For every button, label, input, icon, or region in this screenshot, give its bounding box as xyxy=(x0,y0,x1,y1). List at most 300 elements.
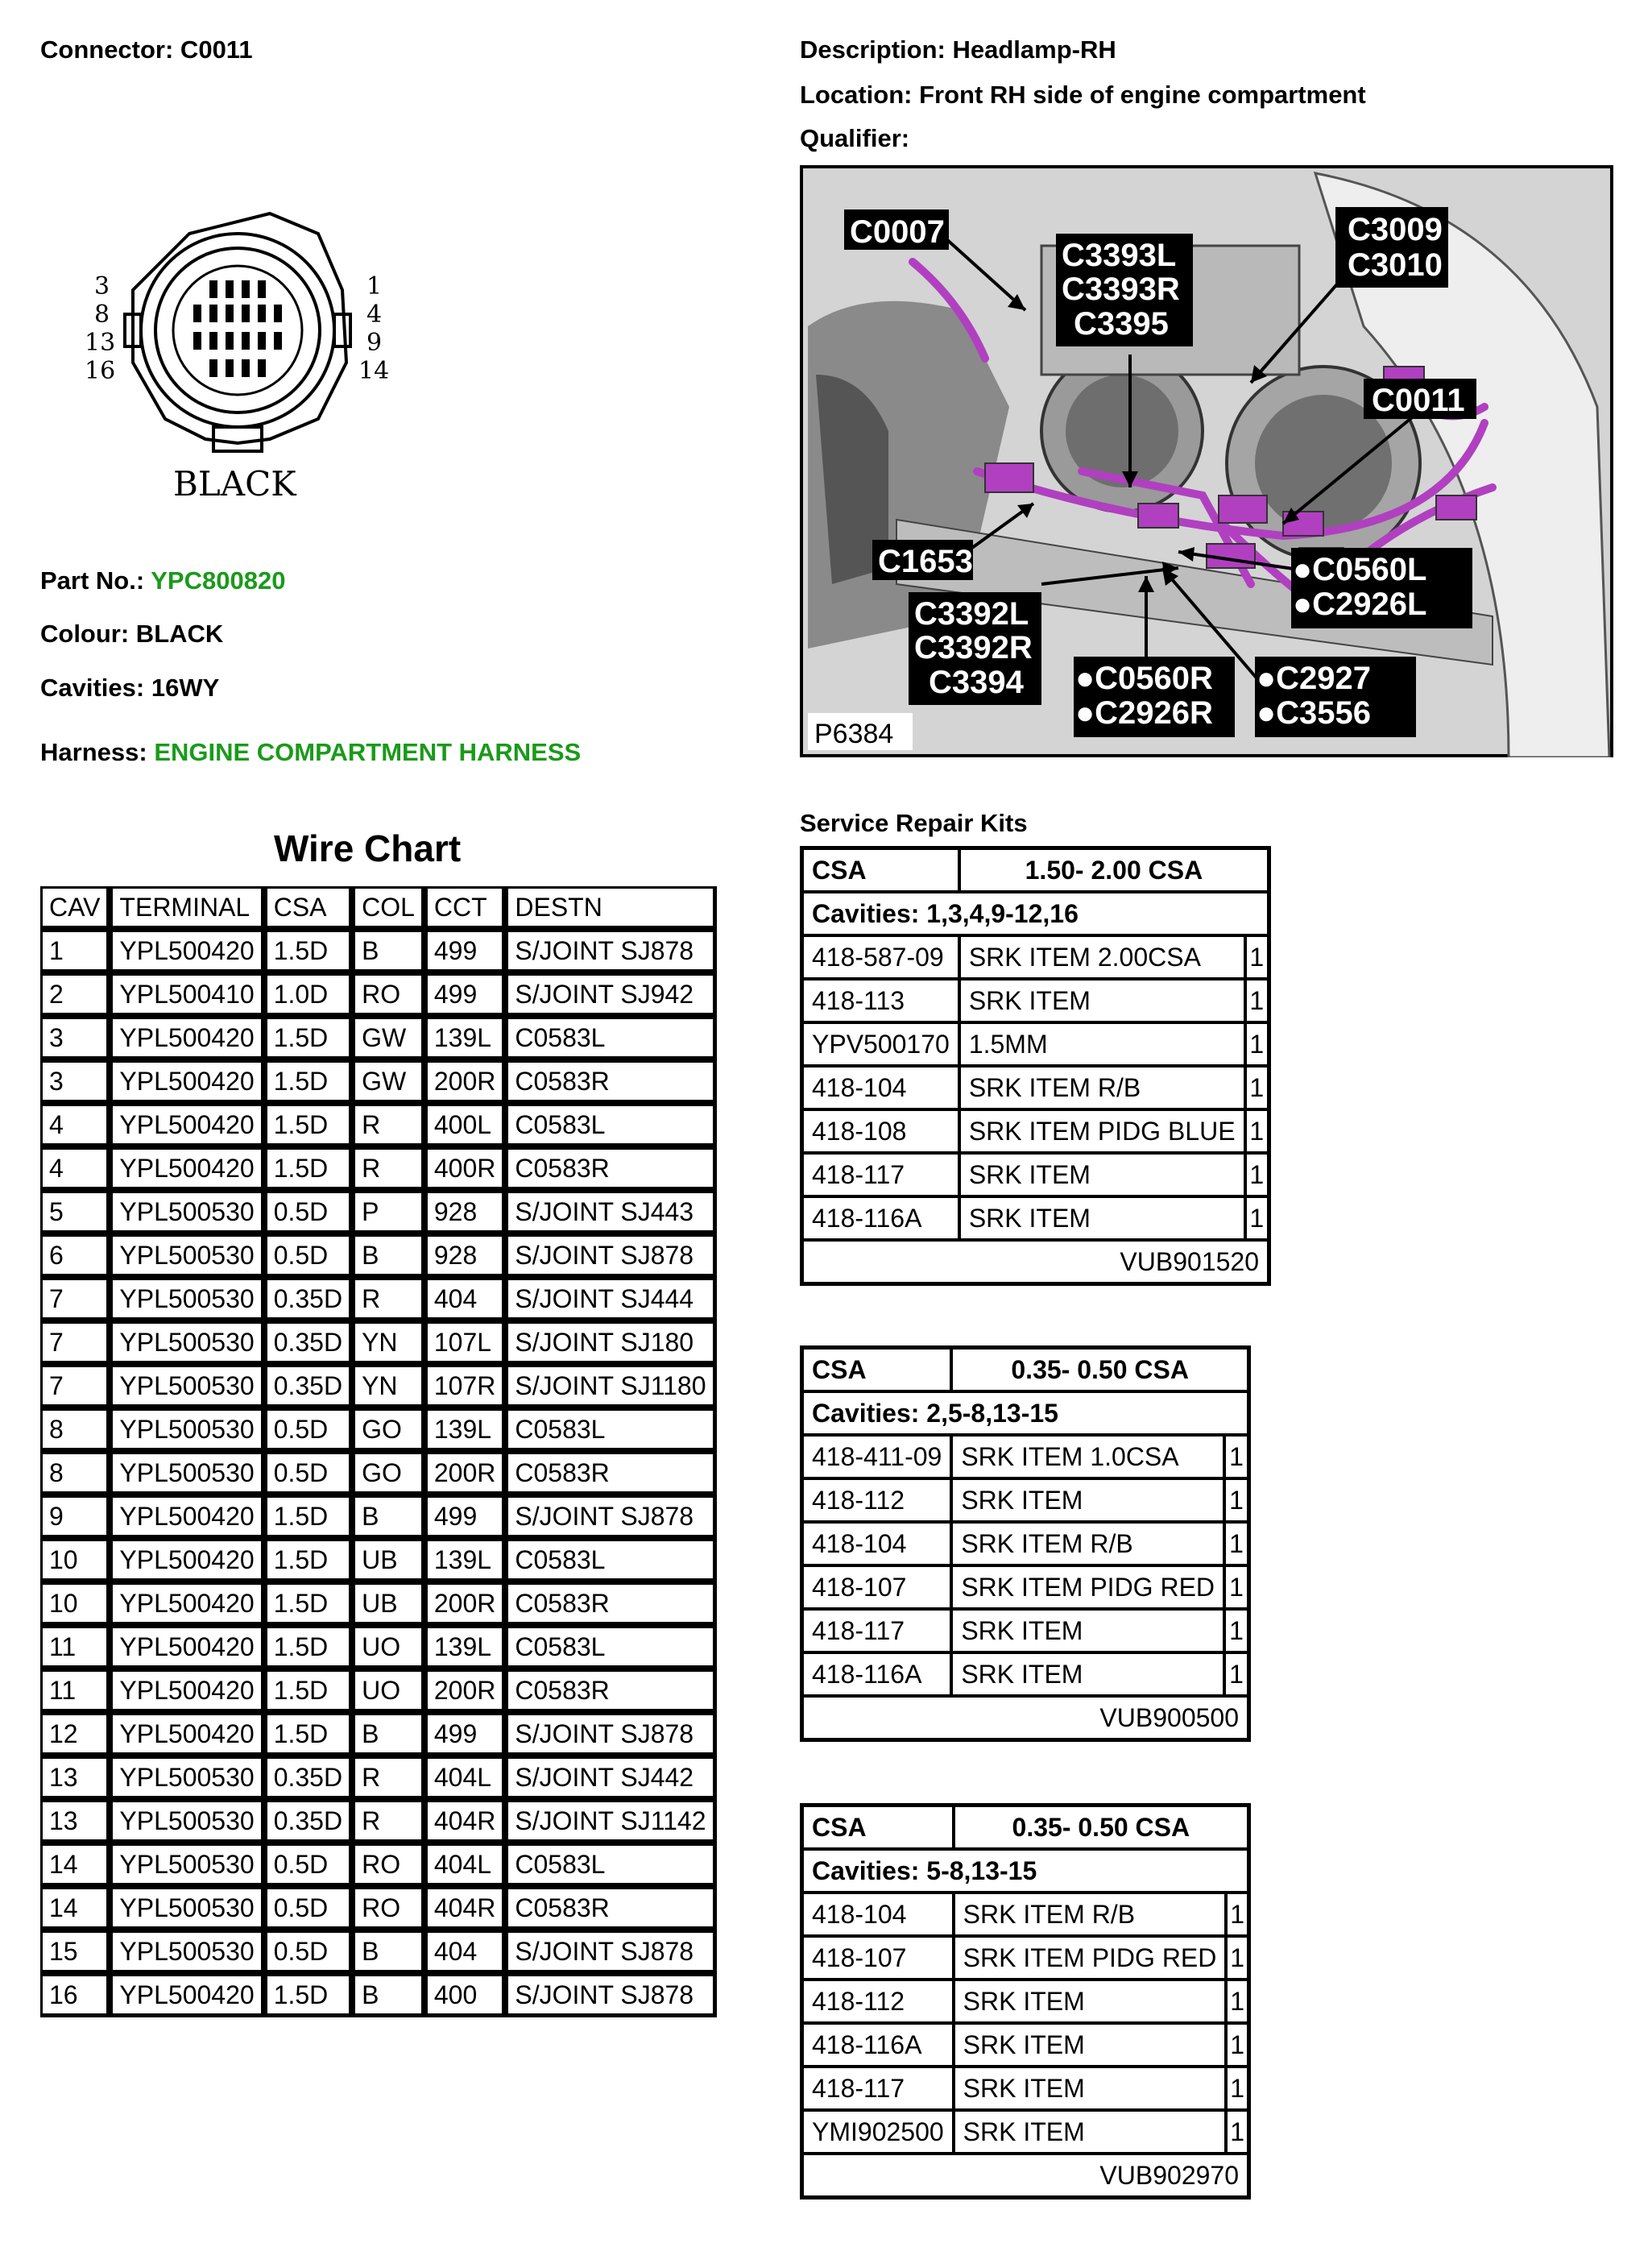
table-row xyxy=(804,1155,1267,1198)
table-cell: 1.5D xyxy=(265,1582,353,1626)
table-cell: B xyxy=(353,1234,425,1278)
table-cell: B xyxy=(353,930,425,973)
table-row xyxy=(40,1191,717,1234)
table-cell: YPL500530 xyxy=(110,1408,264,1452)
table-cell: R xyxy=(353,1104,425,1147)
table-cell: RO xyxy=(353,973,425,1017)
table-cell: YPL500420 xyxy=(110,1495,264,1539)
table-cell: 3 xyxy=(40,1060,110,1104)
callout-c3010: C3010 xyxy=(1348,247,1443,283)
table-cell: YPL500420 xyxy=(110,1104,264,1147)
table-cell: 8 xyxy=(40,1452,110,1495)
srk-table xyxy=(800,1803,1251,2199)
table-row xyxy=(804,2112,1247,2155)
table-cell: YPL500530 xyxy=(110,1843,264,1887)
table-row xyxy=(804,1111,1267,1155)
table-cell: GO xyxy=(353,1408,425,1452)
table-cell: B xyxy=(353,1495,425,1539)
table-row xyxy=(40,1147,717,1191)
table-cell: 0.5D xyxy=(265,1452,353,1495)
table-cell: 404 xyxy=(425,1278,507,1321)
srk-qty: 1 xyxy=(1226,1611,1247,1654)
srk-footer-row xyxy=(804,1242,1267,1282)
table-cell: 1.5D xyxy=(265,1626,353,1669)
table-row xyxy=(40,930,717,973)
srk-part-no: 418-117 xyxy=(804,2068,955,2112)
srk-description: SRK ITEM PIDG RED xyxy=(953,1567,1226,1611)
callout-c3393l: C3393L xyxy=(1062,238,1177,273)
srk-csa-label: CSA xyxy=(804,850,961,893)
table-cell: YPL500420 xyxy=(110,1974,264,2017)
srk-description: SRK ITEM 1.0CSA xyxy=(953,1437,1226,1480)
description: Description: Headlamp-RH xyxy=(800,35,1116,64)
table-cell: S/JOINT SJ878 xyxy=(506,1234,716,1278)
srk-part-no: 418-107 xyxy=(804,1567,953,1611)
callout-c3394: C3394 xyxy=(929,665,1024,700)
pin-label-4: 4 xyxy=(366,301,383,329)
table-cell: YPL500420 xyxy=(110,1582,264,1626)
table-cell: YPL500420 xyxy=(110,1626,264,1669)
table-cell: GW xyxy=(353,1060,425,1104)
callout-c0011: C0011 xyxy=(1372,383,1465,418)
table-cell: 0.35D xyxy=(265,1321,353,1365)
srk-cavities: Cavities: 2,5-8,13-15 xyxy=(804,1393,1247,1437)
figure-id: P6384 xyxy=(814,719,894,749)
table-row xyxy=(40,1626,717,1669)
table-cell: 400 xyxy=(425,1974,507,2017)
table-cell: C0583R xyxy=(506,1669,716,1713)
table-cell: 499 xyxy=(425,973,507,1017)
pin-label-1: 1 xyxy=(366,272,383,301)
table-cell: 0.5D xyxy=(265,1191,353,1234)
table-cell: 499 xyxy=(425,1495,507,1539)
srk-description: SRK ITEM PIDG BLUE xyxy=(961,1111,1247,1155)
table-cell: C0583R xyxy=(506,1452,716,1495)
table-row xyxy=(40,1887,717,1930)
table-row xyxy=(804,981,1267,1024)
table-row xyxy=(40,1408,717,1452)
table-cell: 1.5D xyxy=(265,1669,353,1713)
srk-part-no: 418-116A xyxy=(804,1654,953,1698)
table-cell: C0583L xyxy=(506,1104,716,1147)
srk-description: SRK ITEM xyxy=(953,1654,1226,1698)
srk-part-no: YPV500170 xyxy=(804,1024,961,1068)
table-cell: 1.0D xyxy=(265,973,353,1017)
table-cell: RO xyxy=(353,1843,425,1887)
table-cell: UO xyxy=(353,1669,425,1713)
harness xyxy=(40,738,581,767)
part-no-value: YPC800820 xyxy=(151,566,286,595)
srk-footer-row xyxy=(804,2155,1247,2195)
srk-csa-label: CSA xyxy=(804,1807,955,1851)
pin-label-14: 14 xyxy=(358,357,390,385)
table-cell: 139L xyxy=(425,1017,507,1060)
table-cell: R xyxy=(353,1278,425,1321)
callout-c2926r: ●C2926R xyxy=(1075,695,1213,731)
table-row xyxy=(40,1452,717,1495)
table-row xyxy=(804,1567,1247,1611)
table-cell: C0583L xyxy=(506,1843,716,1887)
srk-description: SRK ITEM xyxy=(953,1611,1226,1654)
table-cell: 11 xyxy=(40,1669,110,1713)
table-cell: 10 xyxy=(40,1582,110,1626)
table-cell: 200R xyxy=(425,1582,507,1626)
srk-description: SRK ITEM xyxy=(955,2025,1228,2068)
table-cell: 200R xyxy=(425,1060,507,1104)
table-cell: 14 xyxy=(40,1887,110,1930)
table-cell: 7 xyxy=(40,1321,110,1365)
table-cell: 11 xyxy=(40,1626,110,1669)
wire-chart-header-cell: CCT xyxy=(425,886,507,930)
srk-description: SRK ITEM 2.00CSA xyxy=(961,937,1247,981)
srk-part-no: 418-108 xyxy=(804,1111,961,1155)
wire-chart-header-cell: COL xyxy=(353,886,425,930)
table-cell: S/JOINT SJ1180 xyxy=(506,1365,716,1408)
table-cell: UB xyxy=(353,1539,425,1582)
wire-chart-table xyxy=(40,886,717,2017)
table-cell: YPL500410 xyxy=(110,973,264,1017)
srk-description: SRK ITEM xyxy=(955,1981,1228,2025)
srk-table xyxy=(800,1345,1251,1742)
wire-chart-header-cell: TERMINAL xyxy=(110,886,264,930)
table-cell: 1.5D xyxy=(265,1060,353,1104)
table-cell: P xyxy=(353,1191,425,1234)
srk-description: SRK ITEM xyxy=(955,2068,1228,2112)
table-cell: YPL500530 xyxy=(110,1756,264,1800)
table-cell: 5 xyxy=(40,1191,110,1234)
table-cell: 0.5D xyxy=(265,1408,353,1452)
table-cell: 0.5D xyxy=(265,1234,353,1278)
table-cell: YPL500530 xyxy=(110,1191,264,1234)
srk-cavities: Cavities: 5-8,13-15 xyxy=(804,1851,1247,1894)
srk-description: SRK ITEM R/B xyxy=(953,1524,1226,1567)
srk-description: SRK ITEM xyxy=(953,1480,1226,1524)
srk-qty: 1 xyxy=(1247,1024,1267,1068)
table-cell: 1.5D xyxy=(265,1713,353,1756)
srk-qty: 1 xyxy=(1247,1198,1267,1242)
table-cell: B xyxy=(353,1930,425,1974)
table-cell: YPL500420 xyxy=(110,1539,264,1582)
table-cell: 0.5D xyxy=(265,1843,353,1887)
table-cell: R xyxy=(353,1800,425,1843)
table-cell: S/JOINT SJ1142 xyxy=(506,1800,716,1843)
table-cell: 1.5D xyxy=(265,1974,353,2017)
cavities: Cavities: 16WY xyxy=(40,674,220,702)
table-cell: B xyxy=(353,1974,425,2017)
srk-part-no: 418-107 xyxy=(804,1938,955,1981)
srk-qty: 1 xyxy=(1247,1111,1267,1155)
table-cell: 400R xyxy=(425,1147,507,1191)
table-cell: 0.35D xyxy=(265,1278,353,1321)
table-row xyxy=(40,1800,717,1843)
table-cell: 200R xyxy=(425,1452,507,1495)
srk-description: SRK ITEM PIDG RED xyxy=(955,1938,1228,1981)
callout-c3392l: C3392L xyxy=(914,596,1029,632)
srk-part-no: 418-116A xyxy=(804,1198,961,1242)
wire-chart-header-row xyxy=(40,886,717,930)
srk-part-no: 418-587-09 xyxy=(804,937,961,981)
table-cell: YN xyxy=(353,1321,425,1365)
srk-qty: 1 xyxy=(1226,1654,1247,1698)
pin-label-16: 16 xyxy=(85,357,116,385)
table-cell: YN xyxy=(353,1365,425,1408)
table-cell: UB xyxy=(353,1582,425,1626)
table-row xyxy=(40,1930,717,1974)
table-cell: 0.35D xyxy=(265,1800,353,1843)
table-cell: YPL500530 xyxy=(110,1278,264,1321)
table-row xyxy=(804,2025,1247,2068)
table-row xyxy=(40,1843,717,1887)
table-cell: 404 xyxy=(425,1930,507,1974)
srk-description: SRK ITEM R/B xyxy=(961,1068,1247,1111)
table-cell: UO xyxy=(353,1626,425,1669)
srk-part-no: 418-117 xyxy=(804,1155,961,1198)
table-cell: 0.5D xyxy=(265,1930,353,1974)
table-cell: C0583R xyxy=(506,1060,716,1104)
table-cell: 14 xyxy=(40,1843,110,1887)
table-cell: S/JOINT SJ878 xyxy=(506,1713,716,1756)
part-no xyxy=(40,566,285,595)
table-row xyxy=(804,2068,1247,2112)
table-cell: 0.35D xyxy=(265,1365,353,1408)
srk-header-row xyxy=(804,1807,1247,1851)
table-cell: YPL500420 xyxy=(110,1147,264,1191)
callout-c3395: C3395 xyxy=(1074,306,1169,342)
table-row xyxy=(40,1278,717,1321)
table-cell: S/JOINT SJ443 xyxy=(506,1191,716,1234)
table-cell: S/JOINT SJ878 xyxy=(506,1930,716,1974)
table-cell: YPL500530 xyxy=(110,1930,264,1974)
table-cell: YPL500530 xyxy=(110,1800,264,1843)
table-cell: YPL500530 xyxy=(110,1452,264,1495)
table-row xyxy=(804,1437,1247,1480)
table-cell: R xyxy=(353,1756,425,1800)
table-cell: YPL500420 xyxy=(110,1669,264,1713)
srk-qty: 1 xyxy=(1247,937,1267,981)
table-cell: YPL500420 xyxy=(110,930,264,973)
table-cell: 404L xyxy=(425,1756,507,1800)
callout-c3009: C3009 xyxy=(1348,212,1443,247)
srk-qty: 1 xyxy=(1247,1068,1267,1111)
table-cell: C0583R xyxy=(506,1582,716,1626)
table-cell: S/JOINT SJ878 xyxy=(506,1495,716,1539)
wire-chart-header-cell: CSA xyxy=(265,886,353,930)
table-cell: S/JOINT SJ442 xyxy=(506,1756,716,1800)
callout-c2926l: ●C2926L xyxy=(1293,587,1427,622)
srk-part-no: 418-116A xyxy=(804,2025,955,2068)
table-cell: C0583L xyxy=(506,1408,716,1452)
table-cell: 1.5D xyxy=(265,1147,353,1191)
srk-qty: 1 xyxy=(1247,1155,1267,1198)
wire-chart-header-cell: DESTN xyxy=(506,886,716,930)
connector-id: Connector: C0011 xyxy=(40,35,253,64)
srk-kit-no: VUB902970 xyxy=(1099,2160,1239,2190)
table-cell: 2 xyxy=(40,973,110,1017)
srk-part-no: 418-113 xyxy=(804,981,961,1024)
srk-kit-no: VUB900500 xyxy=(1099,1702,1239,1732)
callout-c1653: C1653 xyxy=(878,544,973,579)
table-cell: 13 xyxy=(40,1800,110,1843)
table-cell: 10 xyxy=(40,1539,110,1582)
srk-part-no: 418-411-09 xyxy=(804,1437,953,1480)
srk-description: SRK ITEM R/B xyxy=(955,1894,1228,1938)
table-cell: 12 xyxy=(40,1713,110,1756)
srk-csa-label: CSA xyxy=(804,1350,953,1393)
table-row xyxy=(40,1974,717,2017)
table-row xyxy=(40,1365,717,1408)
table-row xyxy=(804,1938,1247,1981)
table-cell: YPL500420 xyxy=(110,1017,264,1060)
srk-table xyxy=(800,846,1271,1286)
table-cell: 4 xyxy=(40,1104,110,1147)
srk-cavities-row xyxy=(804,893,1267,937)
table-row xyxy=(40,1582,717,1626)
table-row xyxy=(804,937,1267,981)
srk-description: SRK ITEM xyxy=(961,1155,1247,1198)
table-cell: 15 xyxy=(40,1930,110,1974)
table-cell: 499 xyxy=(425,1713,507,1756)
callout-c3393r: C3393R xyxy=(1062,272,1180,307)
srk-description: SRK ITEM xyxy=(961,1198,1247,1242)
table-row xyxy=(804,1894,1247,1938)
table-row xyxy=(804,1611,1247,1654)
table-cell: C0583L xyxy=(506,1539,716,1582)
table-cell: RO xyxy=(353,1887,425,1930)
table-cell: S/JOINT SJ444 xyxy=(506,1278,716,1321)
callout-c0560l: ●C0560L xyxy=(1293,552,1427,587)
table-row xyxy=(40,1669,717,1713)
table-row xyxy=(40,1017,717,1060)
table-cell: 8 xyxy=(40,1408,110,1452)
srk-qty: 1 xyxy=(1228,2068,1247,2112)
table-row xyxy=(40,1234,717,1278)
table-cell: C0583L xyxy=(506,1626,716,1669)
table-row xyxy=(804,1524,1247,1567)
table-cell: 1.5D xyxy=(265,1495,353,1539)
table-cell: 1.5D xyxy=(265,1104,353,1147)
table-cell: S/JOINT SJ942 xyxy=(506,973,716,1017)
srk-csa-range: 1.50- 2.00 CSA xyxy=(961,850,1267,893)
srk-description: SRK ITEM xyxy=(961,981,1247,1024)
callout-c0007: C0007 xyxy=(850,214,945,250)
table-cell: C0583L xyxy=(506,1017,716,1060)
callout-c3556: ●C3556 xyxy=(1257,695,1372,731)
table-row xyxy=(40,973,717,1017)
table-cell: 1.5D xyxy=(265,930,353,973)
table-cell: 139L xyxy=(425,1539,507,1582)
table-cell: 200R xyxy=(425,1669,507,1713)
srk-header-row xyxy=(804,1350,1247,1393)
wire-chart-header-cell: CAV xyxy=(40,886,110,930)
qualifier: Qualifier: xyxy=(800,124,910,152)
srk-part-no: 418-104 xyxy=(804,1524,953,1567)
table-cell: R xyxy=(353,1147,425,1191)
table-row xyxy=(804,1024,1267,1068)
table-cell: YPL500530 xyxy=(110,1887,264,1930)
srk-cavities-row xyxy=(804,1393,1247,1437)
table-cell: 6 xyxy=(40,1234,110,1278)
colour: Colour: BLACK xyxy=(40,620,224,648)
srk-qty: 1 xyxy=(1247,981,1267,1024)
table-row xyxy=(40,1713,717,1756)
table-cell: 928 xyxy=(425,1191,507,1234)
srk-part-no: 418-112 xyxy=(804,1981,955,2025)
table-cell: 107R xyxy=(425,1365,507,1408)
table-cell: YPL500530 xyxy=(110,1321,264,1365)
table-cell: 7 xyxy=(40,1278,110,1321)
callout-c3392r: C3392R xyxy=(914,630,1033,665)
srk-part-no: YMI902500 xyxy=(804,2112,955,2155)
pin-label-3: 3 xyxy=(94,272,110,301)
table-cell: C0583R xyxy=(506,1147,716,1191)
table-row xyxy=(40,1104,717,1147)
table-row xyxy=(804,1981,1247,2025)
table-cell: 16 xyxy=(40,1974,110,2017)
table-row xyxy=(804,1654,1247,1698)
table-cell: 0.35D xyxy=(265,1756,353,1800)
srk-description: 1.5MM xyxy=(961,1024,1247,1068)
srk-part-no: 418-117 xyxy=(804,1611,953,1654)
srk-title: Service Repair Kits xyxy=(800,809,1028,837)
table-row xyxy=(804,1480,1247,1524)
table-cell: YPL500530 xyxy=(110,1365,264,1408)
pin-label-8: 8 xyxy=(94,301,110,329)
srk-part-no: 418-104 xyxy=(804,1894,955,1938)
srk-qty: 1 xyxy=(1226,1480,1247,1524)
srk-part-no: 418-112 xyxy=(804,1480,953,1524)
srk-kit-no: VUB901520 xyxy=(1120,1246,1259,1276)
srk-csa-range: 0.35- 0.50 CSA xyxy=(955,1807,1247,1851)
pin-label-9: 9 xyxy=(366,329,383,357)
table-cell: 7 xyxy=(40,1365,110,1408)
table-cell: 1 xyxy=(40,930,110,973)
location: Location: Front RH side of engine compartment xyxy=(800,81,1366,109)
location-photo xyxy=(800,165,1613,757)
table-row xyxy=(40,1756,717,1800)
connector-colour-label: BLACK xyxy=(173,464,296,504)
table-cell: 13 xyxy=(40,1756,110,1800)
srk-qty: 1 xyxy=(1228,1894,1247,1938)
table-cell: 139L xyxy=(425,1626,507,1669)
srk-qty: 1 xyxy=(1226,1524,1247,1567)
srk-qty: 1 xyxy=(1226,1567,1247,1611)
srk-part-no: 418-104 xyxy=(804,1068,961,1111)
harness-label: Harness: xyxy=(40,738,147,766)
table-row xyxy=(804,1198,1267,1242)
table-cell: S/JOINT SJ878 xyxy=(506,930,716,973)
table-cell: S/JOINT SJ180 xyxy=(506,1321,716,1365)
srk-qty: 1 xyxy=(1228,2025,1247,2068)
srk-cavities-row xyxy=(804,1851,1247,1894)
srk-cavities: Cavities: 1,3,4,9-12,16 xyxy=(804,893,1267,937)
table-cell: 9 xyxy=(40,1495,110,1539)
table-cell: 404R xyxy=(425,1800,507,1843)
table-cell: 139L xyxy=(425,1408,507,1452)
srk-footer-row xyxy=(804,1698,1247,1738)
table-cell: YPL500420 xyxy=(110,1060,264,1104)
table-cell: 404R xyxy=(425,1887,507,1930)
table-cell: C0583R xyxy=(506,1887,716,1930)
table-cell: S/JOINT SJ878 xyxy=(506,1974,716,2017)
srk-description: SRK ITEM xyxy=(955,2112,1228,2155)
table-cell: 404L xyxy=(425,1843,507,1887)
table-cell: YPL500420 xyxy=(110,1713,264,1756)
table-cell: 1.5D xyxy=(265,1017,353,1060)
wire-chart-title: Wire Chart xyxy=(274,827,462,869)
pin-label-13: 13 xyxy=(85,329,116,357)
table-row xyxy=(40,1495,717,1539)
table-row xyxy=(40,1539,717,1582)
